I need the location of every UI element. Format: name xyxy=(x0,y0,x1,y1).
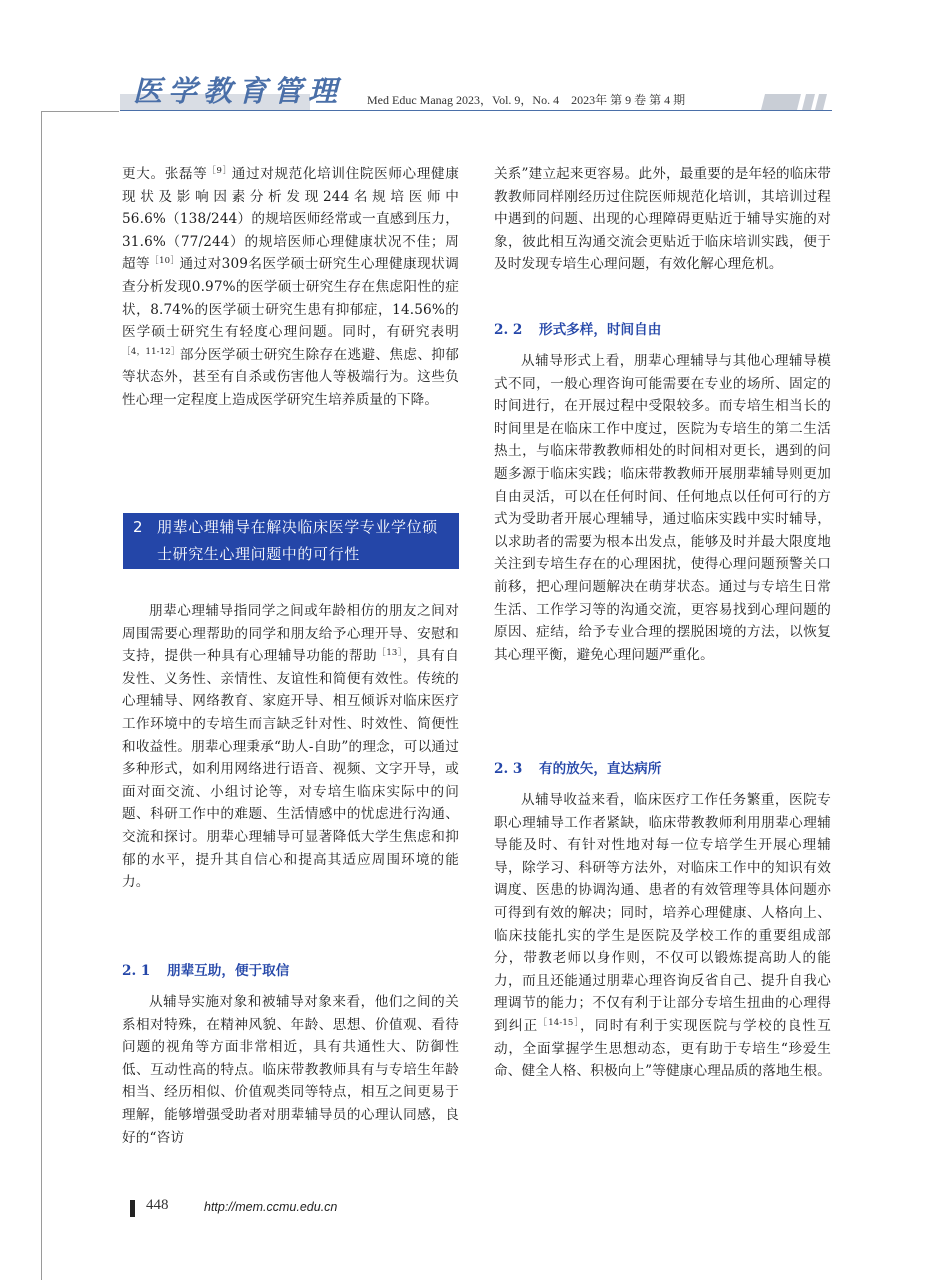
citation-ref: ［4，11-12］ xyxy=(122,346,180,357)
paragraph-intro-continued xyxy=(122,163,459,412)
section-number: 2 xyxy=(133,518,143,536)
subsection-title: 形式多样，时间自由 xyxy=(539,322,662,338)
subsection-number: 2. 2 xyxy=(494,322,523,338)
header-stripes xyxy=(763,94,833,110)
journal-logo: 医学教育管理 xyxy=(133,74,344,108)
paragraph-peer-mutual-help xyxy=(122,991,459,1149)
paragraph-text: 朋辈心理辅导指同学之间或年龄相仿的朋友之间对周围需要心理帮助的同学和朋友给予心理开导、安慰和支持，提供一种具有心理辅导功能的帮助 xyxy=(122,603,459,665)
section-2-heading xyxy=(123,513,459,569)
paragraph-text: 关系”建立起来更容易。此外，最重要的是年轻的临床带教教师同样刚经历过住院医师规范化培训，其培训过程中遇到的问题、出现的心理障碍更贴近于辅导实施的对象，彼此相互沟通交流会更贴近于临床培训实践，便于及时发现专培生心理问题，有效化解心理危机。 xyxy=(494,166,831,273)
journal-citation-info: Med Educ Manag 2023，Vol. 9，No. 4 2023年 第 9 卷 第 4 期 xyxy=(367,93,686,107)
subsection-number: 2. 3 xyxy=(494,761,523,777)
paragraph-text: 从辅导实施对象和被辅导对象来看，他们之间的关系相对特殊，在精神风貌、年龄、思想、价值观、看待问题的视角等方面非常相近，具有共通性大、防御性低、互动性高的特点。临床带教教师具有与专培生年龄相当、经历相似、价值观类同等特点，相互之间更易于理解，能够增强受助者对朋辈辅导员的心理认同感，良好的“咨访 xyxy=(122,994,459,1146)
frame-left-rule xyxy=(41,111,42,1280)
paragraph-text: 从辅导形式上看，朋辈心理辅导与其他心理辅导模式不同，一般心理咨询可能需要在专业的场所、固定的时间进行，在开展过程中受限较多。而专培生相当长的时间里是在临床工作中度过，医院为专培生的第二生活热土，与临床带教教师相处的时间相对更长，遇到的问题多源于临床实践；临床带教教师开展朋辈辅导则更加自由灵活，可以在任何时间、任何地点以任何可行的方式为受助者开展心理辅导，通过临床实践中实时辅导，以求助者的需要为根本出发点，能够及时并最大限度地关注到专培生存在的心理困扰，使得心理问题预警关口前移，把心理问题解决在萌芽状态。通过与专培生日常生活、工作学习等的沟通交流，更容易找到心理问题的原因、症结，给予专业合理的摆脱困境的方法，以恢复其心理平衡，避免心理问题严重化。 xyxy=(494,353,831,663)
subsection-title: 有的放矢，直达病所 xyxy=(539,761,662,777)
paragraph-flexible-forms xyxy=(494,350,831,666)
paragraph-text: 更大。张磊等 xyxy=(122,166,208,182)
paragraph-text: 通过对309名医学硕士研究生心理健康现状调查分析发现0.97%的医学硕士研究生存在焦虑阳性的症状，8.74%的医学硕士研究生患有抑郁症，14.56%的医学硕士研究生有轻度心理问题。同时，有研究表明 xyxy=(122,256,459,341)
footer-url: http://mem.ccmu.edu.cn xyxy=(204,1200,338,1214)
paragraph-text: ，同时有利于实现医院与学校的良性互动，全面掌握学生思想动态，更有助于专培生“珍爱生命、健全人格、积极向上”等健康心理品质的落地生根。 xyxy=(494,1017,831,1080)
frame-top-rule xyxy=(41,111,119,112)
citation-ref: ［14-15］ xyxy=(538,1017,581,1028)
paragraph-targeted-benefits xyxy=(494,789,831,1083)
subsection-2-2-heading xyxy=(494,319,661,341)
paragraph-text: 通过对规范化培训住院医师心理健康现状及影响因素分析发现244名规培医师中56.6%（138/244）的规培医师经常或一直感到压力，31.6%（77/244）的规培医师心理健康状况不佳；周超等 xyxy=(122,166,460,273)
paragraph-text: 从辅导收益来看，临床医疗工作任务繁重，医院专职心理辅导工作者紧缺，临床带教教师利用朋辈心理辅导能及时、有针对性地对每一位专培学生开展心理辅导，除学习、科研等方法外，对临床工作中的知识有效调度、医患的协调沟通、患者的有效管理等具体问题亦可得到有效的解决；同时，培养心理健康、人格向上、临床技能扎实的学生是医院及学校工作的重要组成部分，带教老师以身作则，不仅可以锻炼提高助人的能力，而且还能通过朋辈心理咨询反省自己、提升自我心理调节的能力；不仅有利于让部分专培生扭曲的心理得到纠正 xyxy=(494,792,831,1034)
subsection-number: 2. 1 xyxy=(122,963,151,979)
paragraph-peer-counseling-definition xyxy=(122,600,459,894)
header-rule xyxy=(120,110,832,111)
paragraph-consultation-relationship xyxy=(494,163,831,276)
page-number: 448 xyxy=(146,1197,169,1213)
citation-ref: ［9］ xyxy=(207,166,232,176)
citation-ref: ［13］ xyxy=(377,648,403,659)
citation-ref: ［10］ xyxy=(150,256,180,267)
section-title: 朋辈心理辅导在解决临床医学专业学位硕士研究生心理问题中的可行性 xyxy=(157,518,438,563)
paragraph-text: ，具有自发性、义务性、亲情性、友谊性和简便有效性。传统的心理辅导、网络教育、家庭开导、相互倾诉对临床医疗工作环境中的专培生而言缺乏针对性、时效性、简便性和收益性。朋辈心理秉承“助人-自助”的理念，可以通过多种形式，如利用网络进行语音、视频、文字开导，或面对面交流、小组讨论等，对专培生临床实际中的问题、科研工作中的难题、生活情感中的忧虑进行沟通、交流和探讨。朋辈心理辅导可显著降低大学生焦虑和抑郁的水平，提升其自信心和提高其适应周围环境的能力。 xyxy=(122,648,460,891)
subsection-2-3-heading xyxy=(494,758,661,780)
subsection-2-1-heading xyxy=(122,960,289,982)
footer-bar xyxy=(130,1200,135,1217)
paragraph-text: 部分医学硕士研究生除存在逃避、焦虑、抑郁等状态外，甚至有自杀或伤害他人等极端行为。这些负性心理一定程度上造成医学研究生培养质量的下降。 xyxy=(122,346,460,408)
subsection-title: 朋辈互助，便于取信 xyxy=(167,963,290,979)
